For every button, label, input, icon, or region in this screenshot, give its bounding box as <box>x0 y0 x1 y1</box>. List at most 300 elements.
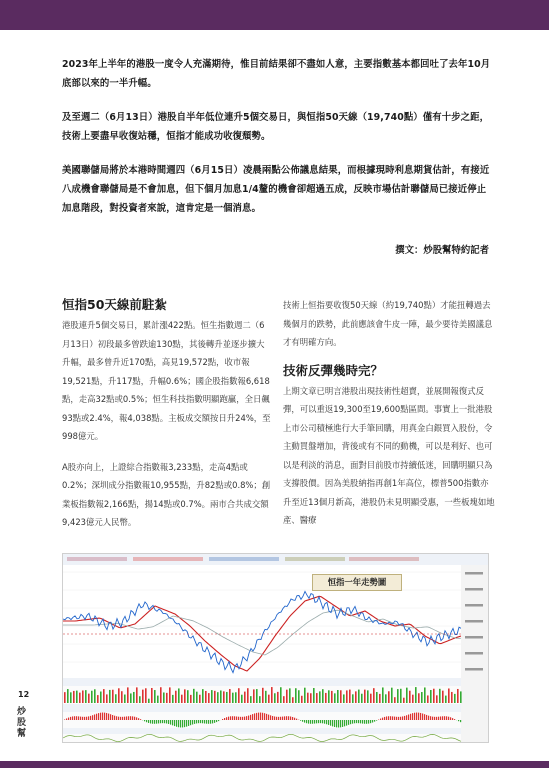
volume-bar <box>286 690 288 703</box>
macd-bar <box>64 719 65 720</box>
macd-bar <box>226 717 227 720</box>
macd-bar <box>94 714 95 720</box>
volume-bar <box>145 688 147 703</box>
volume-bar <box>178 688 180 703</box>
macd-bar <box>304 720 305 723</box>
macd-bar <box>278 717 279 720</box>
volume-bar <box>307 693 309 703</box>
macd-bar <box>180 720 181 727</box>
header-legend-dots <box>67 557 419 561</box>
macd-bar <box>458 720 459 721</box>
macd-bar <box>256 713 257 720</box>
volume-bar <box>64 692 66 703</box>
macd-bar <box>216 720 217 722</box>
volume-bar <box>433 689 435 703</box>
macd-bar <box>368 720 369 724</box>
volume-bar <box>340 690 342 703</box>
macd-bar <box>254 713 255 720</box>
volume-bar <box>349 690 351 703</box>
macd-bar <box>260 713 261 720</box>
macd-bar <box>200 720 201 723</box>
volume-bar <box>322 689 324 703</box>
volume-bar <box>193 689 195 703</box>
volume-bar <box>412 695 414 703</box>
macd-bar <box>108 714 109 720</box>
volume-bar <box>280 687 282 703</box>
macd-bar <box>132 716 133 720</box>
macd-bar <box>118 717 119 720</box>
macd-bar <box>382 718 383 720</box>
volume-bar <box>250 696 252 703</box>
volume-bar <box>418 693 420 703</box>
macd-bar <box>364 720 365 724</box>
macd-bar <box>420 713 421 720</box>
macd-bar <box>68 718 69 720</box>
macd-bar <box>334 720 335 727</box>
macd-bar <box>450 717 451 720</box>
macd-bar <box>238 717 239 720</box>
axis-tick-mark <box>465 588 483 591</box>
macd-bar <box>122 717 123 720</box>
volume-bar <box>88 694 90 703</box>
volume-bar <box>331 691 333 703</box>
volume-bar <box>253 689 255 703</box>
chart-svg <box>63 554 488 742</box>
volume-bar <box>67 689 69 703</box>
macd-bar <box>90 716 91 720</box>
macd-bar <box>348 720 349 725</box>
macd-header <box>63 704 461 712</box>
macd-bar <box>248 716 249 720</box>
macd-bar <box>384 717 385 720</box>
macd-bar <box>324 720 325 724</box>
macd-bar <box>330 720 331 726</box>
macd-bar <box>150 720 151 723</box>
macd-bar <box>194 720 195 724</box>
byline: 撰文：炒股幫特約記者 <box>395 245 489 256</box>
macd-bar <box>166 720 167 724</box>
volume-bar <box>208 693 210 703</box>
volume-bar <box>442 691 444 703</box>
volume-bar <box>235 692 237 703</box>
volume-bar <box>76 691 78 703</box>
macd-bar <box>168 720 169 724</box>
volume-bar <box>436 695 438 703</box>
volume-bar <box>310 693 312 703</box>
volume-bar <box>244 692 246 703</box>
volume-bar <box>256 689 258 703</box>
macd-bar <box>376 720 377 721</box>
macd-bar <box>286 716 287 720</box>
macd-bar <box>204 720 205 723</box>
macd-bar <box>210 720 211 724</box>
macd-bar <box>412 713 413 720</box>
macd-bar <box>338 720 339 727</box>
macd-bar <box>448 717 449 720</box>
macd-bar <box>222 719 223 720</box>
page-number: 12 <box>18 690 30 699</box>
macd-bar <box>116 716 117 720</box>
volume-bar <box>406 688 408 703</box>
macd-bar <box>402 716 403 720</box>
macd-bar <box>396 717 397 720</box>
macd-bar <box>252 714 253 720</box>
volume-header <box>63 678 461 686</box>
volume-bar <box>157 696 159 703</box>
volume-bar <box>277 692 279 703</box>
macd-bar <box>154 720 155 724</box>
axis-tick-mark <box>465 652 483 655</box>
macd-bar <box>416 713 417 720</box>
macd-bar <box>282 717 283 720</box>
macd-bar <box>444 716 445 720</box>
volume-bar <box>454 694 456 703</box>
macd-bar <box>414 713 415 720</box>
volume-bar <box>121 691 123 703</box>
volume-bar <box>118 688 120 703</box>
macd-bar <box>134 717 135 720</box>
macd-bar <box>454 719 455 720</box>
volume-bar <box>100 692 102 703</box>
macd-bar <box>312 720 313 724</box>
volume-bar <box>241 695 243 703</box>
macd-bar <box>70 717 71 720</box>
intro-paragraph-1: 2023年上半年的港股一度令人充滿期待，惟目前結果卻不盡如人意，主要指數基本都回吐了去年10月底部以來的一半升幅。 <box>62 59 491 89</box>
macd-bar <box>178 720 179 727</box>
axis-tick-mark <box>465 668 483 671</box>
macd-bar <box>202 720 203 723</box>
macd-bar <box>316 720 317 723</box>
macd-bar <box>240 717 241 720</box>
volume-bar <box>343 694 345 703</box>
volume-bar <box>124 695 126 703</box>
macd-bar <box>280 717 281 720</box>
volume-bar <box>172 695 174 703</box>
volume-bar <box>79 693 81 703</box>
volume-bar <box>130 693 132 703</box>
macd-bar <box>102 713 103 720</box>
left-paragraph-2: A股亦向上，上證綜合指數報3,233點，走高4點或0.2%；深圳成分指數報10,955點，升82點或0.8%；創業板指數報2,166點，揚14點或0.7%。兩市合共成交額9,423億元人民幣。 <box>62 461 271 527</box>
volume-bar <box>421 692 423 703</box>
macd-bar <box>246 716 247 720</box>
volume-bar <box>439 689 441 703</box>
macd-bar <box>422 713 423 720</box>
macd-bar <box>356 720 357 723</box>
macd-bar <box>144 720 145 721</box>
macd-bar <box>374 720 375 722</box>
macd-bar <box>434 717 435 720</box>
right-paragraph-2: 上期文章已明言港股出現技術性超賣，並展開報復式反彈，可以重返19,300至19,600點區間。事實上一批港股上市公司積極進行大手筆回購，用真金白銀買入股份，令主動買盤增加，背後或有不同的動機，可以是利好、也可以是利淡的消息，面對目前股市持續低迷，回購明顯只為支撐股價。因為美股納指再創1年高位，標普500指數亦升至近13個月新高，港股仍未見明顯受惠，一些板塊如地產、醫療 <box>283 385 495 525</box>
macd-bar <box>148 720 149 723</box>
chart-caption: 恒指一年走勢圖 <box>312 574 402 591</box>
macd-bar <box>266 714 267 720</box>
macd-bar <box>196 720 197 723</box>
volume-bar <box>379 694 381 703</box>
macd-bar <box>100 713 101 720</box>
volume-bar <box>136 687 138 703</box>
volume-bar <box>82 690 84 703</box>
axis-tick-mark <box>465 572 483 575</box>
macd-bar <box>380 719 381 720</box>
volume-bar <box>148 699 150 703</box>
volume-bar <box>403 698 405 703</box>
macd-bar <box>106 713 107 720</box>
macd-bar <box>386 716 387 720</box>
axis-tick-mark <box>465 620 483 623</box>
macd-bar <box>284 716 285 720</box>
macd-bar <box>182 720 183 727</box>
volume-bar <box>199 695 201 703</box>
volume-bar <box>460 691 462 703</box>
macd-bar <box>264 713 265 720</box>
volume-bar <box>151 688 153 703</box>
volume-bar <box>370 694 372 703</box>
volume-bar <box>358 690 360 703</box>
macd-bar <box>190 720 191 725</box>
macd-bar <box>214 720 215 723</box>
macd-bar <box>74 716 75 720</box>
macd-bar <box>432 717 433 720</box>
volume-bar <box>337 690 339 703</box>
section-heading-hsi-50day: 恒指50天線前駐紮 <box>62 297 167 312</box>
volume-bar <box>313 688 315 703</box>
volume-bar <box>247 688 249 703</box>
macd-bar <box>326 720 327 724</box>
macd-bar <box>406 715 407 720</box>
macd-bar <box>332 720 333 726</box>
volume-bar <box>289 688 291 703</box>
macd-bar <box>146 720 147 722</box>
macd-bar <box>130 716 131 720</box>
macd-bar <box>66 718 67 720</box>
macd-bar <box>428 716 429 720</box>
volume-bar <box>115 694 117 703</box>
volume-bar <box>304 688 306 703</box>
macd-bar <box>294 718 295 720</box>
macd-bar <box>128 716 129 720</box>
volume-bar <box>220 690 222 703</box>
macd-bar <box>336 720 337 727</box>
volume-bar <box>85 690 87 703</box>
macd-bar <box>82 717 83 720</box>
axis-tick-mark <box>465 636 483 639</box>
macd-bar <box>442 716 443 720</box>
bottom-color-band <box>0 761 549 768</box>
macd-bar <box>408 715 409 720</box>
volume-bar <box>229 689 231 703</box>
macd-bar <box>342 720 343 727</box>
volume-bar <box>415 687 417 703</box>
volume-bar <box>298 690 300 703</box>
volume-bar <box>388 691 390 703</box>
macd-bar <box>258 713 259 720</box>
macd-bar <box>158 720 159 723</box>
macd-bar <box>156 720 157 724</box>
macd-bar <box>446 716 447 720</box>
volume-bar <box>271 687 273 703</box>
macd-bar <box>362 720 363 724</box>
macd-bar <box>212 720 213 723</box>
macd-bar <box>244 717 245 720</box>
volume-bar <box>142 690 144 703</box>
macd-bar <box>370 720 371 723</box>
macd-bar <box>192 720 193 724</box>
macd-bar <box>300 720 301 721</box>
volume-bar <box>382 687 384 703</box>
volume-bar <box>139 696 141 703</box>
macd-bar <box>440 716 441 720</box>
macd-bar <box>344 720 345 726</box>
macd-bar <box>404 716 405 720</box>
macd-bar <box>188 720 189 726</box>
macd-bar <box>232 716 233 720</box>
macd-bar <box>314 720 315 724</box>
volume-bar <box>91 691 93 703</box>
volume-bar <box>232 693 234 703</box>
volume-bar <box>259 696 261 703</box>
volume-bar <box>367 690 369 703</box>
macd-bar <box>350 720 351 724</box>
macd-bar <box>308 720 309 724</box>
volume-bar <box>97 695 99 703</box>
macd-bar <box>394 717 395 720</box>
volume-bar <box>106 694 108 703</box>
macd-bar <box>400 717 401 720</box>
macd-bar <box>124 717 125 720</box>
macd-bar <box>360 720 361 723</box>
macd-bar <box>302 720 303 722</box>
volume-bar <box>325 693 327 703</box>
macd-bar <box>92 715 93 720</box>
macd-bar <box>424 714 425 720</box>
macd-bar <box>186 720 187 727</box>
macd-bar <box>262 713 263 720</box>
volume-bar <box>73 691 75 703</box>
intro-paragraph-2: 及至週二（6月13日）港股自半年低位連升5個交易日，與恒指50天線（19,740點）僅有十步之距，技術上要盡早收復站穩，恒指才能成功收復頹勢。 <box>62 112 490 142</box>
top-color-band <box>0 0 549 30</box>
volume-bar <box>226 692 228 703</box>
volume-bar <box>451 692 453 703</box>
volume-bar <box>214 691 216 703</box>
macd-bar <box>172 720 173 725</box>
volume-bar <box>295 688 297 703</box>
macd-bar <box>72 716 73 720</box>
rsi-header <box>63 728 461 734</box>
macd-bar <box>398 717 399 720</box>
volume-bar <box>187 690 189 703</box>
macd-bar <box>184 720 185 727</box>
macd-bar <box>272 716 273 720</box>
volume-bar <box>265 691 267 703</box>
volume-bar <box>175 691 177 703</box>
hsi-one-year-chart <box>62 553 489 743</box>
volume-bar <box>346 690 348 703</box>
volume-bar <box>160 687 162 703</box>
section-heading-rebound: 技術反彈幾時完？ <box>283 362 384 378</box>
volume-bar <box>274 693 276 703</box>
volume-bar <box>397 689 399 703</box>
macd-bar <box>224 718 225 720</box>
volume-bar <box>424 687 426 703</box>
macd-bar <box>176 720 177 727</box>
volume-bar <box>112 690 114 703</box>
volume-bar <box>238 688 240 703</box>
volume-bar <box>319 691 321 703</box>
volume-bar <box>457 689 459 703</box>
macd-bar <box>236 716 237 720</box>
macd-bar <box>358 720 359 723</box>
macd-bar <box>162 720 163 723</box>
macd-bar <box>436 717 437 720</box>
left-column <box>62 296 272 532</box>
macd-bar <box>452 718 453 720</box>
volume-bar <box>376 692 378 703</box>
volume-bar <box>334 693 336 703</box>
macd-bar <box>98 713 99 720</box>
volume-bars <box>64 687 462 703</box>
macd-bar <box>430 716 431 720</box>
volume-bar <box>217 692 219 703</box>
macd-bar <box>268 715 269 720</box>
volume-bar <box>103 689 105 703</box>
macd-bar <box>96 714 97 720</box>
right-paragraph-1: 技術上恒指要收復50天線（約19,740點）才能扭轉過去幾個月的跌勢，此前應該會牛皮一陣，最少要待美國議息才有明確方向。 <box>283 300 493 347</box>
intro-paragraph-3: 美國聯儲局將於本港時間週四（6月15日）凌晨兩點公佈議息結果，而根據現時利息期貨估計，有接近八成機會聯儲局是不會加息，但下個月加息1/4釐的機會卻超過五成，反映市場估計聯儲局已接近停止加息階段，對投資者來說，這肯定是一個消息。 <box>62 165 490 214</box>
volume-bar <box>391 688 393 703</box>
volume-bar <box>223 691 225 703</box>
macd-bar <box>206 720 207 724</box>
volume-bar <box>127 687 129 703</box>
volume-bar <box>268 695 270 703</box>
macd-bar <box>78 716 79 720</box>
macd-bar <box>80 717 81 720</box>
volume-bar <box>373 688 375 703</box>
volume-bar <box>445 696 447 703</box>
macd-bar <box>76 716 77 720</box>
macd-bar <box>208 720 209 724</box>
volume-bar <box>184 689 186 703</box>
volume-bar <box>190 695 192 703</box>
volume-bar <box>364 690 366 703</box>
macd-bar <box>86 717 87 720</box>
macd-bar <box>288 716 289 720</box>
volume-bar <box>328 690 330 703</box>
macd-bar <box>460 720 461 722</box>
macd-bar <box>152 720 153 724</box>
volume-bar <box>163 692 165 703</box>
macd-bar <box>88 716 89 720</box>
volume-bar <box>352 694 354 703</box>
macd-bar <box>276 717 277 720</box>
macd-bar <box>110 714 111 720</box>
volume-bar <box>211 690 213 703</box>
left-paragraph-1: 港股連升5個交易日，累計漲422點。恒生指數週二（6月13日）初段最多曾跌逾130點，其後轉升並逐步擴大升幅，最多曾升近170點，高見19,572點，收市報19,521點，升117點，升幅0.6%；國企股指數報6,618點，走高32點或0.5%；恒生科技指數明顯跑贏，全日飆93點或2.4%，報4,038點。主板成交額按日升24%，至998億元。 <box>62 320 271 441</box>
macd-bar <box>296 719 297 720</box>
volume-bar <box>202 689 204 703</box>
volume-bar <box>409 691 411 703</box>
macd-bar <box>426 715 427 720</box>
macd-bar <box>230 716 231 720</box>
macd-bar <box>372 720 373 723</box>
macd-bar <box>274 716 275 720</box>
macd-bar <box>126 716 127 720</box>
volume-bar <box>355 691 357 703</box>
macd-bar <box>366 720 367 724</box>
volume-bar <box>430 690 432 703</box>
axis-tick-mark <box>465 604 483 607</box>
macd-bar <box>270 715 271 720</box>
macd-bar <box>138 718 139 720</box>
